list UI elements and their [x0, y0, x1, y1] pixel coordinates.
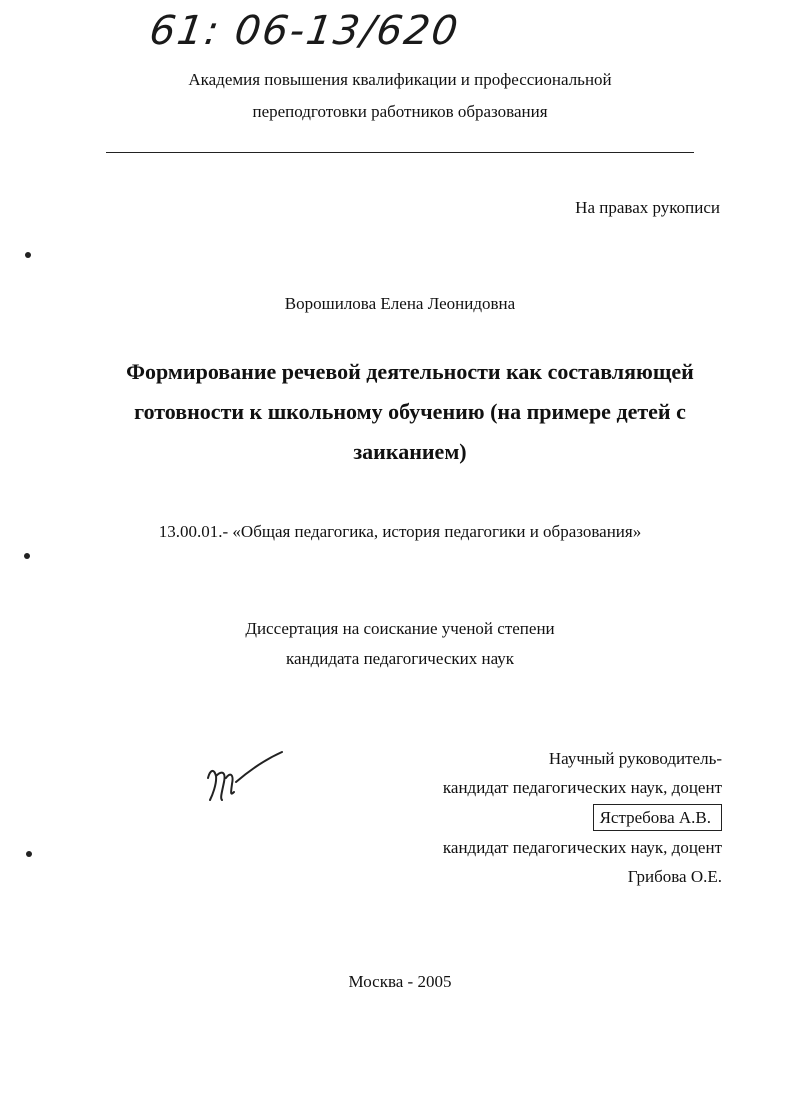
dissertation-title: Формирование речевой деятельности как составляющей готовности к школьному обучению (на примере детей с заиканием)	[126, 359, 694, 464]
supervisors-block	[443, 744, 722, 891]
supervisor-2-name: Грибова О.Е.	[627, 867, 722, 886]
city-year: Москва - 2005	[348, 972, 452, 991]
institution-line-2: переподготовки работников образования	[252, 102, 548, 121]
institution-name	[0, 64, 800, 128]
supervisor-1-degree: кандидат педагогических наук, доцент	[442, 778, 722, 797]
degree-line-1: Диссертация на соискание ученой степени	[245, 619, 555, 638]
binding-hole-mark	[25, 252, 31, 258]
binding-hole-mark	[26, 851, 32, 857]
rights-note: На правах рукописи	[575, 198, 720, 217]
institution-line-1: Академия повышения квалификации и профессиональной	[188, 70, 612, 89]
specialty-code: 13.00.01.- «Общая педагогика, история педагогики и образования»	[158, 522, 642, 541]
signature-mark	[200, 748, 290, 808]
degree-statement	[0, 614, 800, 674]
binding-hole-mark	[24, 553, 30, 559]
supervisor-2-degree: кандидат педагогических наук, доцент	[442, 838, 722, 857]
handwritten-catalog-number: 61: 06-13/620	[146, 8, 463, 54]
supervisor-role: Научный руководитель-	[548, 749, 722, 768]
supervisor-1-name: Ястребова А.В.	[593, 804, 722, 831]
header-divider	[106, 152, 694, 153]
degree-line-2: кандидата педагогических наук	[285, 649, 515, 668]
author-name: Ворошилова Елена Леонидовна	[284, 294, 516, 313]
